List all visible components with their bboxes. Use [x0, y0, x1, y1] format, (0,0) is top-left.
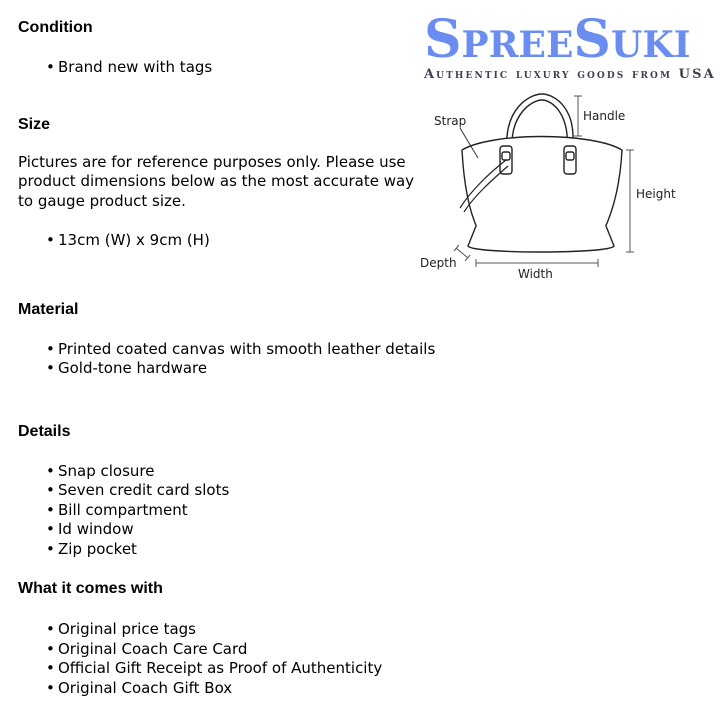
bag-dimension-diagram — [412, 88, 712, 288]
product-info — [18, 18, 436, 698]
condition-list — [18, 58, 418, 78]
size-note: Pictures are for reference purposes only. Please use product dimensions below as the most accurate way to gauge product size. — [18, 152, 415, 210]
size-section — [18, 115, 418, 251]
strap-label: Strap — [434, 114, 467, 128]
spreesuki-logo — [424, 9, 716, 82]
depth-label: Depth — [420, 256, 457, 270]
list-item: • Seven credit card slots — [18, 481, 418, 501]
list-item: • Printed coated canvas with smooth leather details — [18, 340, 418, 360]
list-item: • Official Gift Receipt as Proof of Authenticity — [18, 659, 418, 679]
material-section — [18, 300, 436, 379]
width-label: Width — [518, 267, 553, 281]
height-label: Height — [636, 187, 676, 201]
handle-label: Handle — [583, 109, 626, 123]
material-list — [18, 339, 436, 379]
comes-with-list — [18, 620, 418, 698]
logo-title: SpreeSuki — [424, 9, 691, 70]
condition-section — [18, 18, 418, 78]
comes-with-section — [18, 579, 418, 698]
details-heading: Details — [18, 422, 71, 440]
list-item: • Original Coach Gift Box — [18, 679, 418, 699]
comes-with-heading: What it comes with — [18, 580, 163, 597]
list-item: • Original Coach Care Card — [18, 640, 418, 660]
list-item: • Brand new with tags — [18, 58, 418, 78]
list-item: • Zip pocket — [18, 540, 418, 560]
list-item: • Gold-tone hardware — [18, 359, 418, 379]
list-item: • Original price tags — [18, 620, 418, 640]
list-item: • Bill compartment — [18, 501, 418, 521]
logo-subtitle: Authentic luxury goods from USA — [424, 67, 716, 82]
condition-heading: Condition — [18, 19, 93, 36]
details-list — [18, 462, 418, 560]
list-item: • 13cm (W) x 9cm (H) — [18, 231, 418, 251]
material-heading: Material — [18, 300, 79, 318]
list-item: • Snap closure — [18, 462, 418, 482]
details-section — [18, 422, 418, 560]
size-list — [18, 231, 418, 251]
list-item: • Id window — [18, 520, 418, 540]
size-heading: Size — [18, 115, 51, 133]
